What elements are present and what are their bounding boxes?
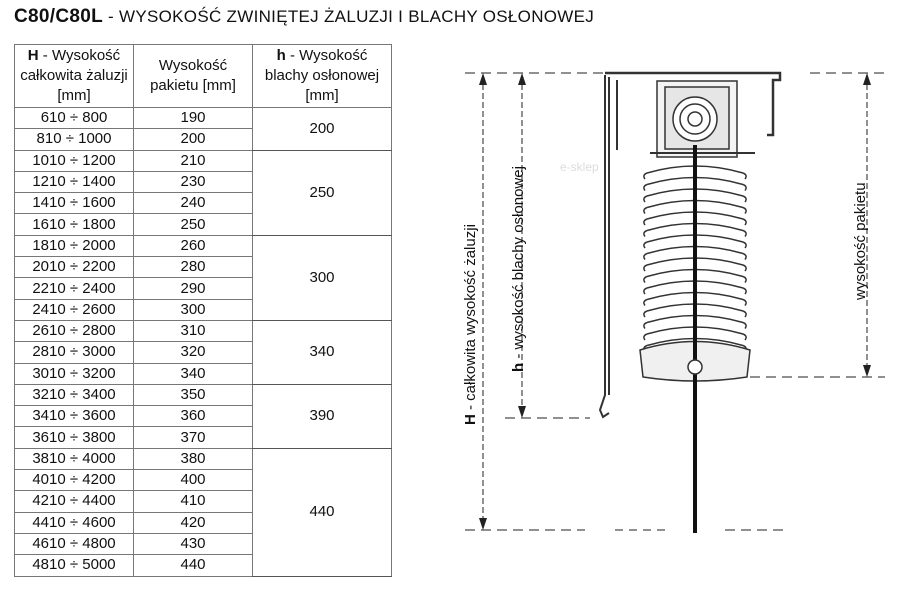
cell-packet-height: 360 bbox=[134, 406, 253, 427]
slat-edge bbox=[644, 219, 647, 225]
cell-total-height: 610 ÷ 800 bbox=[15, 108, 134, 129]
cell-packet-height: 320 bbox=[134, 342, 253, 363]
cell-total-height: 4610 ÷ 4800 bbox=[15, 533, 134, 554]
cell-total-height: 2610 ÷ 2800 bbox=[15, 320, 134, 341]
cell-total-height: 3410 ÷ 3600 bbox=[15, 406, 134, 427]
model-name: C80/C80L bbox=[14, 6, 103, 27]
slat-edge bbox=[644, 311, 647, 317]
cell-total-height: 2210 ÷ 2400 bbox=[15, 278, 134, 299]
cell-total-height: 1610 ÷ 1800 bbox=[15, 214, 134, 235]
slat-edge bbox=[644, 242, 647, 248]
cord-weight bbox=[688, 360, 702, 374]
table-row bbox=[15, 108, 392, 129]
cell-total-height: 3210 ÷ 3400 bbox=[15, 384, 134, 405]
table-row bbox=[15, 384, 392, 405]
cell-packet-height: 260 bbox=[134, 235, 253, 256]
slat-edge bbox=[644, 288, 647, 294]
slat-edge bbox=[644, 277, 647, 283]
dimensions-table bbox=[14, 44, 392, 577]
cell-packet-height: 300 bbox=[134, 299, 253, 320]
slat-edge bbox=[743, 334, 746, 340]
cell-total-height: 4410 ÷ 4600 bbox=[15, 512, 134, 533]
table-row bbox=[15, 150, 392, 171]
roller-box bbox=[650, 81, 755, 157]
cell-total-height: 4010 ÷ 4200 bbox=[15, 470, 134, 491]
cell-total-height: 1010 ÷ 1200 bbox=[15, 150, 134, 171]
cell-cover-height: 440 bbox=[253, 448, 392, 576]
cell-total-height: 2010 ÷ 2200 bbox=[15, 257, 134, 278]
table-row bbox=[15, 448, 392, 469]
cell-packet-height: 310 bbox=[134, 320, 253, 341]
slat-edge bbox=[743, 231, 746, 237]
cell-cover-height: 250 bbox=[253, 150, 392, 235]
cell-packet-height: 240 bbox=[134, 193, 253, 214]
cell-total-height: 810 ÷ 1000 bbox=[15, 129, 134, 150]
slat-edge bbox=[743, 173, 746, 179]
cell-packet-height: 200 bbox=[134, 129, 253, 150]
slat-edge bbox=[644, 196, 647, 202]
slat-edge bbox=[743, 254, 746, 260]
watermark: e-sklep bbox=[560, 160, 599, 174]
table-body bbox=[15, 108, 392, 577]
cell-total-height: 2810 ÷ 3000 bbox=[15, 342, 134, 363]
cell-total-height: 1210 ÷ 1400 bbox=[15, 171, 134, 192]
slat-edge bbox=[743, 242, 746, 248]
cell-total-height: 3010 ÷ 3200 bbox=[15, 363, 134, 384]
cell-cover-height: 390 bbox=[253, 384, 392, 448]
header-cover-height: h - Wysokość blachy osłonowej [mm] bbox=[253, 45, 392, 108]
cell-packet-height: 370 bbox=[134, 427, 253, 448]
cell-total-height: 4210 ÷ 4400 bbox=[15, 491, 134, 512]
cell-packet-height: 420 bbox=[134, 512, 253, 533]
cell-cover-height: 200 bbox=[253, 108, 392, 151]
cell-packet-height: 250 bbox=[134, 214, 253, 235]
cell-packet-height: 440 bbox=[134, 555, 253, 576]
slat-edge bbox=[743, 288, 746, 294]
cell-packet-height: 410 bbox=[134, 491, 253, 512]
slat-edge bbox=[743, 323, 746, 329]
title-description: - WYSOKOŚĆ ZWINIĘTEJ ŻALUZJI I BLACHY OSŁONOWEJ bbox=[103, 7, 595, 26]
slat-edge bbox=[743, 265, 746, 271]
cell-total-height: 3810 ÷ 4000 bbox=[15, 448, 134, 469]
label-packet-height: wysokość pakietu bbox=[852, 182, 869, 300]
slat-edge bbox=[644, 208, 647, 214]
slat-edge bbox=[644, 323, 647, 329]
cell-packet-height: 290 bbox=[134, 278, 253, 299]
slat-edge bbox=[644, 265, 647, 271]
cell-total-height: 2410 ÷ 2600 bbox=[15, 299, 134, 320]
slat-edge bbox=[743, 300, 746, 306]
cell-packet-height: 430 bbox=[134, 533, 253, 554]
table-row bbox=[15, 320, 392, 341]
slat-edge bbox=[743, 196, 746, 202]
cell-cover-height: 340 bbox=[253, 320, 392, 384]
cell-total-height: 1810 ÷ 2000 bbox=[15, 235, 134, 256]
slat-edge bbox=[644, 334, 647, 340]
slat-edge bbox=[743, 277, 746, 283]
page-title bbox=[14, 6, 594, 28]
slat-edge bbox=[644, 185, 647, 191]
slat-edge bbox=[743, 185, 746, 191]
label-total-height: H - całkowita wysokość żaluzji bbox=[462, 224, 479, 425]
table-header-row bbox=[15, 45, 392, 108]
cell-total-height: 4810 ÷ 5000 bbox=[15, 555, 134, 576]
cell-total-height: 3610 ÷ 3800 bbox=[15, 427, 134, 448]
slat-edge bbox=[644, 173, 647, 179]
cell-cover-height: 300 bbox=[253, 235, 392, 320]
cell-packet-height: 350 bbox=[134, 384, 253, 405]
slat-edge bbox=[743, 311, 746, 317]
cell-packet-height: 230 bbox=[134, 171, 253, 192]
slat-edge bbox=[743, 208, 746, 214]
cell-packet-height: 210 bbox=[134, 150, 253, 171]
cell-packet-height: 190 bbox=[134, 108, 253, 129]
label-cover-height: h - wysokość blachy osłonowej bbox=[510, 166, 527, 372]
cell-packet-height: 340 bbox=[134, 363, 253, 384]
table-row bbox=[15, 235, 392, 256]
header-packet-height: Wysokość pakietu [mm] bbox=[134, 45, 253, 108]
slat-edge bbox=[644, 231, 647, 237]
cell-packet-height: 400 bbox=[134, 470, 253, 491]
slat-edge bbox=[644, 254, 647, 260]
cell-packet-height: 280 bbox=[134, 257, 253, 278]
slat-edge bbox=[644, 300, 647, 306]
cell-packet-height: 380 bbox=[134, 448, 253, 469]
slat-edge bbox=[743, 219, 746, 225]
header-total-height: H - Wysokość całkowita żaluzji [mm] bbox=[15, 45, 134, 108]
cell-total-height: 1410 ÷ 1600 bbox=[15, 193, 134, 214]
